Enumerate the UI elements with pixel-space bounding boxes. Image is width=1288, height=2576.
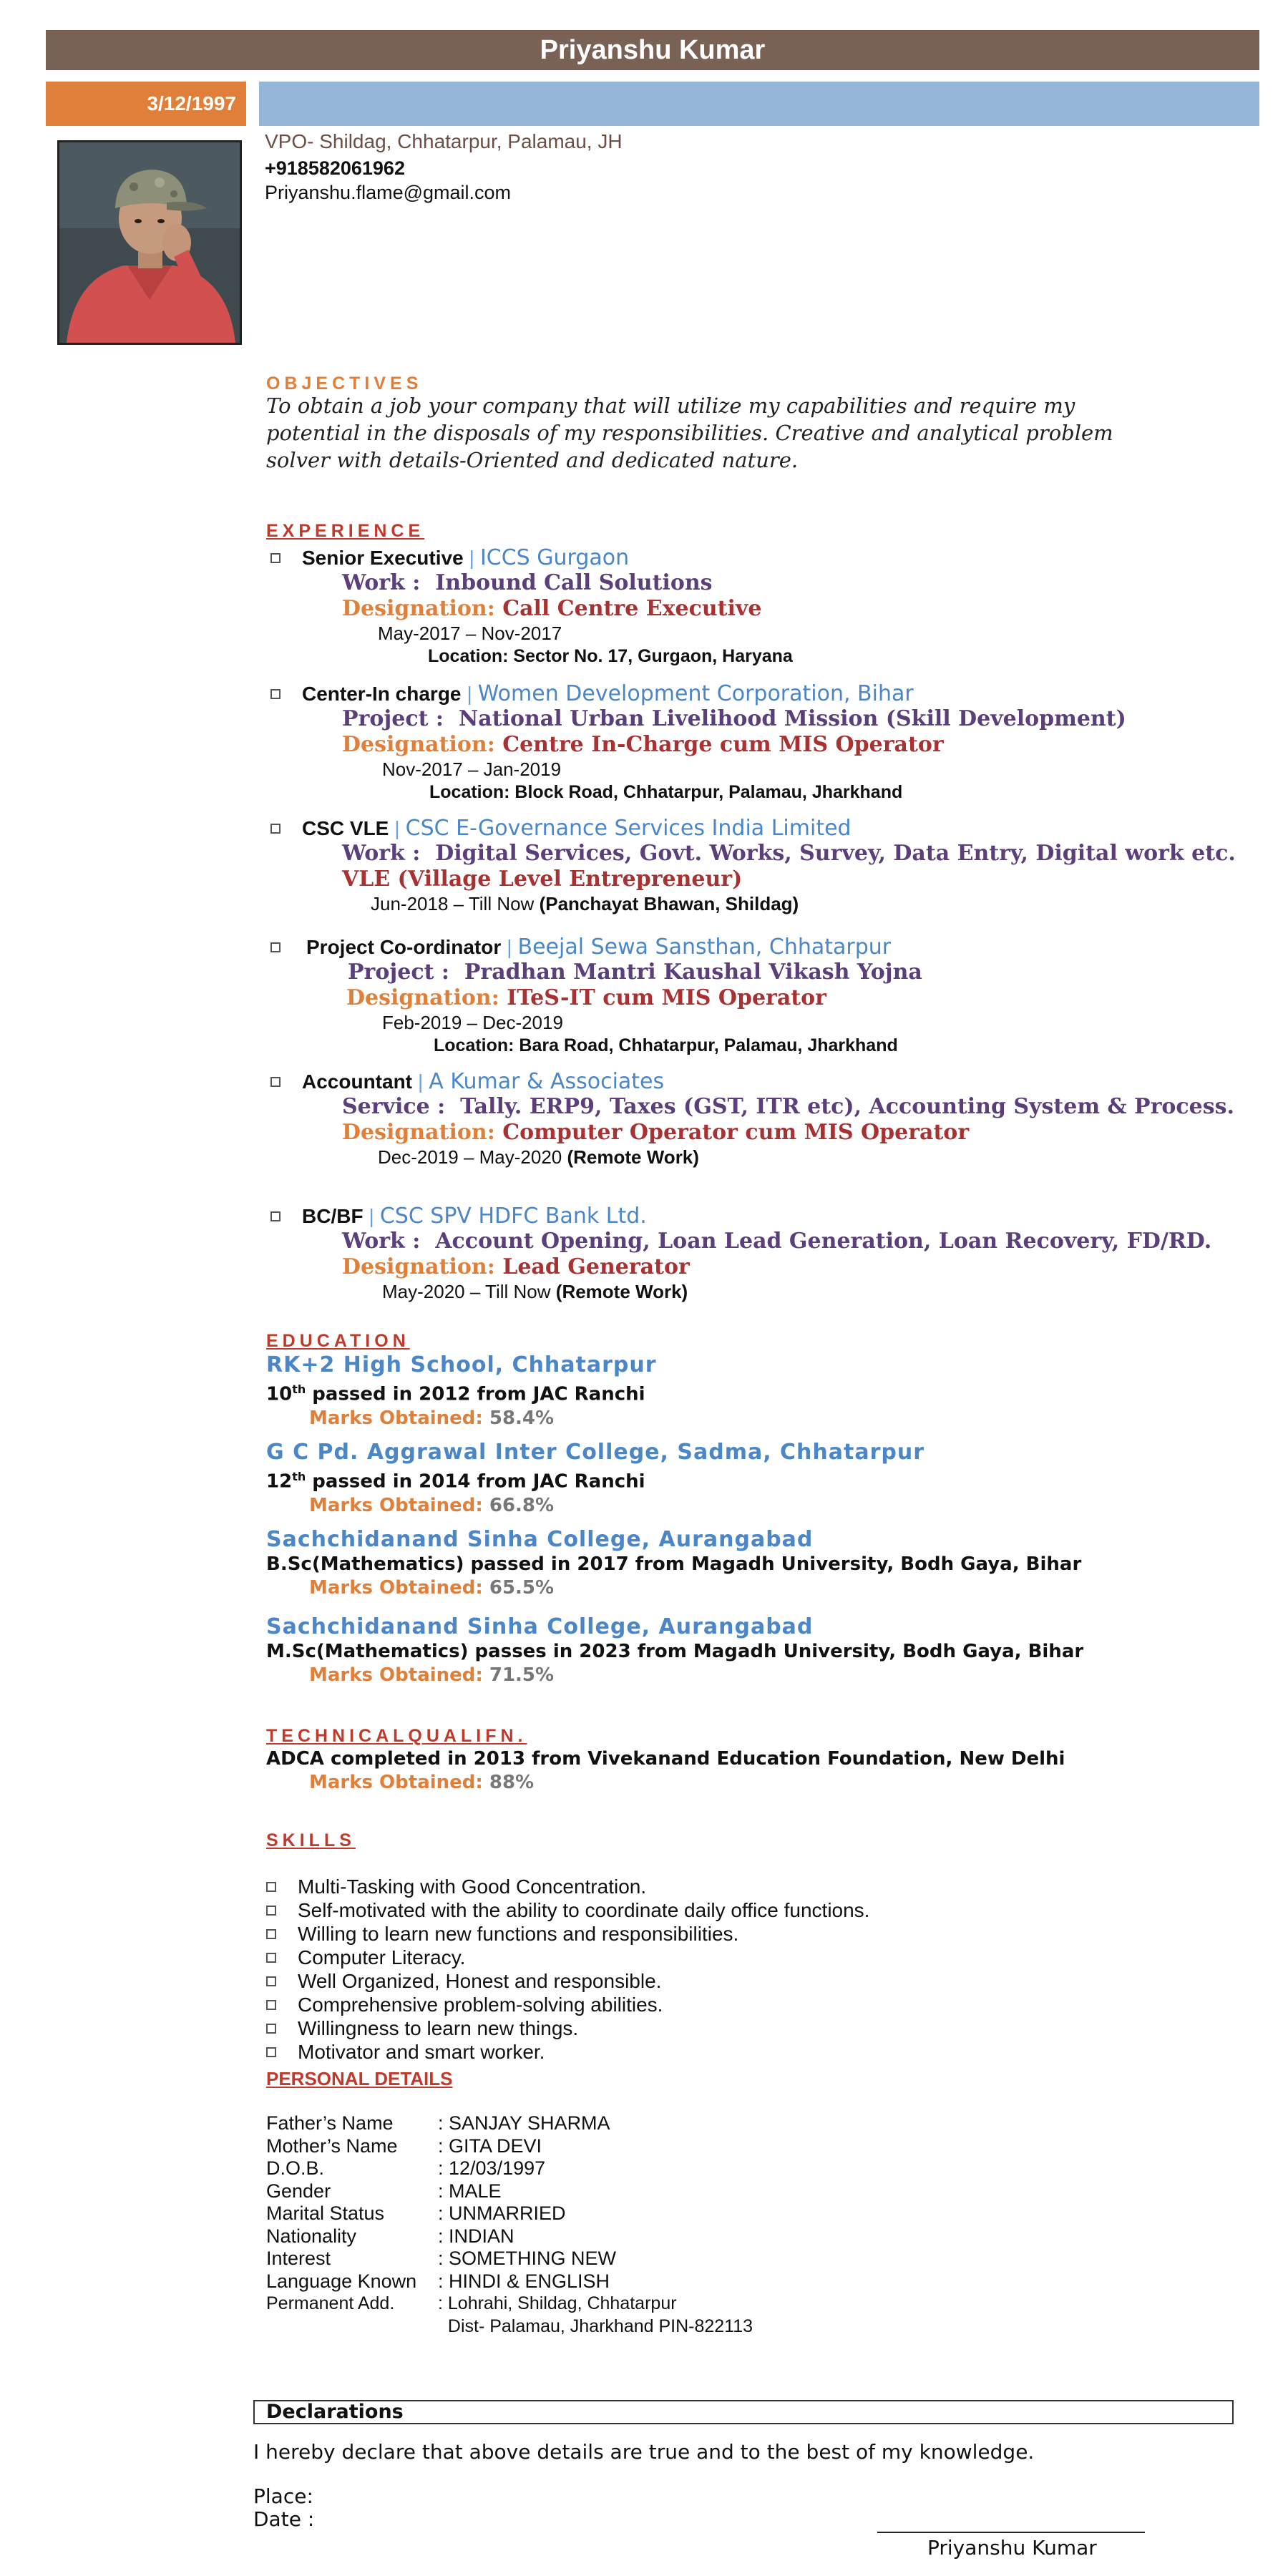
personal-value: : SOMETHING NEW xyxy=(438,2248,616,2269)
job-period: Feb-2019 – Dec-2019 xyxy=(382,1012,563,1033)
marks-label: Marks Obtained: xyxy=(309,1577,483,1599)
job-org: ICCS Gurgaon xyxy=(479,545,630,570)
job-work-label: Work : xyxy=(342,841,421,866)
skills-list xyxy=(266,1875,869,2064)
education-institution: RK+2 High School, Chhatarpur xyxy=(266,1352,657,1377)
list-item xyxy=(266,2016,869,2040)
job-work: Tally. ERP9, Taxes (GST, ITR etc), Accounting System & Process. xyxy=(460,1094,1234,1119)
skills-heading: SKILLS xyxy=(266,1830,356,1850)
objective-line: solver with details-Oriented and dedicated nature. xyxy=(266,448,799,472)
personal-value: : 12/03/1997 xyxy=(438,2157,546,2179)
education-institution: G C Pd. Aggrawal Inter College, Sadma, Chhatarpur xyxy=(266,1440,925,1465)
technical-detail: ADCA completed in 2013 from Vivekanand Education Foundation, New Delhi xyxy=(266,1748,1065,1770)
job-period: May-2020 – Till Now xyxy=(382,1281,551,1302)
declaration-text: I hereby declare that above details are true and to the best of my knowledge. xyxy=(253,2440,1035,2464)
list-item xyxy=(266,1898,869,1922)
personal-key: Marital Status xyxy=(266,2202,385,2224)
list-item xyxy=(266,2040,869,2064)
personal-details xyxy=(266,2112,753,2338)
experience-item: Center-In charge | Women Development Corporation, Bihar Project : National Urban Livelihood Mission (Skill Development) Designation: Centre In-Charge cum MIS Operator Nov-2017 – Jan-2019 Location: Block Road, Chhatarpur, Palamau, Jharkhand xyxy=(270,681,1126,804)
job-role: BC/BF xyxy=(302,1204,364,1227)
job-work: Digital Services, Govt. Works, Survey, Data Entry, Digital work etc. xyxy=(435,841,1236,866)
experience-item: Senior Executive | ICCS Gurgaon Work : Inbound Call Solutions Designation: Call Centre Executive May-2017 – Nov-2017 Location: Sector No. 17, Gurgaon, Haryana xyxy=(270,545,793,668)
job-org: Women Development Corporation, Bihar xyxy=(477,681,914,706)
job-role: Senior Executive xyxy=(302,546,464,569)
bullet-checkbox-icon xyxy=(270,1077,280,1087)
marks-value: 65.5% xyxy=(489,1577,555,1599)
personal-row xyxy=(266,2112,753,2135)
job-org: Beejal Sewa Sansthan, Chhatarpur xyxy=(517,935,892,960)
place-label: Place: xyxy=(253,2484,313,2508)
education-heading: EDUCATION xyxy=(266,1331,410,1351)
date-label: Date : xyxy=(253,2507,315,2531)
job-role: CSC VLE xyxy=(302,816,389,839)
education-institution: Sachchidanand Sinha College, Aurangabad xyxy=(266,1527,814,1552)
personal-key: D.O.B. xyxy=(266,2157,325,2179)
personal-row xyxy=(266,2270,753,2293)
bullet-checkbox-icon xyxy=(266,1929,276,1939)
skill-text: Multi-Tasking with Good Concentration. xyxy=(298,1875,647,1898)
job-work-label: Project : xyxy=(348,960,449,985)
profile-photo xyxy=(57,140,242,345)
education-item xyxy=(266,1440,924,1518)
job-work: Inbound Call Solutions xyxy=(435,570,713,595)
job-designation: Call Centre Executive xyxy=(502,596,762,621)
education-item xyxy=(266,1614,1083,1687)
bullet-checkbox-icon xyxy=(266,2000,276,2010)
education-institution: Sachchidanand Sinha College, Aurangabad xyxy=(266,1614,814,1639)
personal-row xyxy=(266,2135,753,2158)
personal-value: : GITA DEVI xyxy=(438,2135,542,2157)
marks-value: 66.8% xyxy=(489,1494,555,1516)
job-designation-label: Designation: xyxy=(342,732,495,757)
skill-text: Self-motivated with the ability to coordinate daily office functions. xyxy=(298,1899,870,1921)
technical-item xyxy=(266,1747,1065,1795)
experience-heading: EXPERIENCE xyxy=(266,521,425,541)
marks-label: Marks Obtained: xyxy=(309,1664,483,1686)
job-role: Center-In charge xyxy=(302,682,462,705)
job-period-note: (Remote Work) xyxy=(555,1281,688,1302)
email[interactable]: Priyanshu.flame@gmail.com xyxy=(265,182,512,203)
personal-row xyxy=(266,2225,753,2248)
job-period: May-2017 – Nov-2017 xyxy=(378,623,562,644)
personal-row xyxy=(266,2293,753,2316)
experience-item: BC/BF | CSC SPV HDFC Bank Ltd. Work : Account Opening, Loan Lead Generation, Loan Recovery, FD/RD. Designation: Lead Generator May-2020 – Till Now (Remote Work) xyxy=(270,1204,1211,1303)
job-designation-label: Designation: xyxy=(342,1120,495,1145)
personal-value: : UNMARRIED xyxy=(438,2202,566,2224)
signature-name: Priyanshu Kumar xyxy=(927,2536,1097,2560)
bullet-checkbox-icon xyxy=(266,1906,276,1916)
job-designation-label: Designation: xyxy=(346,985,499,1010)
objective-text xyxy=(266,392,1254,474)
bullet-checkbox-icon xyxy=(266,1976,276,1986)
job-designation: Lead Generator xyxy=(502,1254,690,1279)
phone: +918582061962 xyxy=(265,157,405,179)
bullet-checkbox-icon xyxy=(270,824,280,834)
personal-key: Interest xyxy=(266,2248,331,2269)
job-role: Accountant xyxy=(302,1070,412,1093)
experience-item: Project Co-ordinator | Beejal Sewa Sansthan, Chhatarpur Project : Pradhan Mantri Kaushal Vikash Yojna Designation: ITeS-IT cum MIS Operator Feb-2019 – Dec-2019 Location: Bara Road, Chhatarpur, Palamau, Jharkhand xyxy=(270,935,922,1057)
skill-text: Willing to learn new functions and responsibilities. xyxy=(298,1923,739,1945)
marks-label: Marks Obtained: xyxy=(309,1494,483,1516)
job-period: Jun-2018 – Till Now xyxy=(371,893,535,914)
bullet-checkbox-icon xyxy=(266,1953,276,1963)
objective-line: To obtain a job your company that will utilize my capabilities and require my xyxy=(266,394,1075,418)
job-work-label: Work : xyxy=(342,570,421,595)
job-org: A Kumar & Associates xyxy=(429,1069,665,1094)
dob-banner-text: 3/12/1997 xyxy=(147,92,236,114)
signature-line xyxy=(877,2532,1145,2533)
personal-value: : INDIAN xyxy=(438,2225,514,2247)
skill-text: Willingness to learn new things. xyxy=(298,2017,579,2039)
education-item xyxy=(266,1352,657,1430)
personal-key: Language Known xyxy=(266,2270,417,2292)
job-period: Dec-2019 – May-2020 xyxy=(378,1146,562,1168)
education-item xyxy=(266,1527,1081,1600)
job-role: Project Co-ordinator xyxy=(306,935,502,958)
job-location: Location: Sector No. 17, Gurgaon, Haryana xyxy=(428,646,793,666)
dob-banner xyxy=(46,82,246,126)
education-detail: passed in 2012 from JAC Ranchi xyxy=(306,1383,645,1405)
personal-key: Permanent Add. xyxy=(266,2293,395,2313)
marks-value: 88% xyxy=(489,1772,535,1793)
job-period: Nov-2017 – Jan-2019 xyxy=(382,758,562,780)
job-period-note: (Remote Work) xyxy=(567,1146,699,1168)
address: VPO- Shildag, Chhatarpur, Palamau, JH xyxy=(265,130,623,152)
candidate-name: Priyanshu Kumar xyxy=(540,35,766,65)
technical-heading: TECHNICALQUALIFN. xyxy=(266,1726,527,1746)
education-level-suffix: th xyxy=(292,1470,306,1483)
objectives-heading: OBJECTIVES xyxy=(266,374,423,394)
job-work: Account Opening, Loan Lead Generation, Loan Recovery, FD/RD. xyxy=(435,1229,1212,1254)
bullet-checkbox-icon xyxy=(266,2047,276,2057)
education-level: 10 xyxy=(266,1383,293,1405)
marks-value: 58.4% xyxy=(489,1407,555,1429)
job-period-note: (Panchayat Bhawan, Shildag) xyxy=(539,893,799,914)
list-item xyxy=(266,1875,869,1898)
personal-key: Father’s Name xyxy=(266,2112,394,2134)
job-designation-label: Designation: xyxy=(342,1254,495,1279)
objective-line: potential in the disposals of my responsibilities. Creative and analytical problem xyxy=(266,421,1113,445)
experience-item: CSC VLE | CSC E-Governance Services India Limited Work : Digital Services, Govt. Works, Survey, Data Entry, Digital work etc. VLE (Village Level Entrepreneur) Jun-2018 – Till Now (Panchayat Bhawan, Shildag) xyxy=(270,816,1236,915)
profile-photo-illustration xyxy=(59,142,240,343)
bullet-checkbox-icon xyxy=(266,2024,276,2034)
declarations-heading-box xyxy=(253,2400,1234,2424)
declarations-heading: Declarations xyxy=(266,2401,404,2423)
job-work: National Urban Livelihood Mission (Skill Development) xyxy=(458,706,1126,731)
name-title-bar xyxy=(46,30,1259,70)
job-designation: VLE (Village Level Entrepreneur) xyxy=(342,867,743,892)
bullet-checkbox-icon xyxy=(270,1211,280,1221)
skill-text: Computer Literacy. xyxy=(298,1946,466,1968)
bullet-checkbox-icon xyxy=(270,942,280,952)
personal-row xyxy=(266,2248,753,2270)
list-item xyxy=(266,1993,869,2016)
job-work-label: Work : xyxy=(342,1229,421,1254)
job-work: Pradhan Mantri Kaushal Vikash Yojna xyxy=(464,960,922,985)
bullet-checkbox-icon xyxy=(270,689,280,699)
marks-value: 71.5% xyxy=(489,1664,555,1686)
education-detail: passed in 2014 from JAC Ranchi xyxy=(306,1470,645,1493)
marks-label: Marks Obtained: xyxy=(309,1407,483,1429)
job-location: Location: Bara Road, Chhatarpur, Palamau, Jharkhand xyxy=(434,1035,898,1055)
personal-value: : SANJAY SHARMA xyxy=(438,2112,610,2134)
job-designation-label: Designation: xyxy=(342,596,495,621)
list-item xyxy=(266,1969,869,1993)
job-designation: Centre In-Charge cum MIS Operator xyxy=(502,732,944,757)
job-location: Location: Block Road, Chhatarpur, Palamau, Jharkhand xyxy=(429,782,903,802)
job-designation: ITeS-IT cum MIS Operator xyxy=(507,985,826,1010)
personal-value: : HINDI & ENGLISH xyxy=(438,2270,610,2292)
experience-item: Accountant | A Kumar & Associates Service : Tally. ERP9, Taxes (GST, ITR etc), Accounting System & Process. Designation: Computer Operator cum MIS Operator Dec-2019 – May-2020 (Remote Work) xyxy=(270,1069,1234,1169)
personal-value: Dist- Palamau, Jharkhand PIN-822113 xyxy=(438,2316,753,2336)
header-accent-bar xyxy=(259,82,1259,126)
job-work-label: Project : xyxy=(342,706,444,731)
personal-row xyxy=(266,2157,753,2180)
list-item xyxy=(266,1922,869,1946)
personal-value: : Lohrahi, Shildag, Chhatarpur xyxy=(438,2293,677,2313)
education-level-suffix: th xyxy=(292,1382,306,1396)
list-item xyxy=(266,1946,869,1969)
personal-key: Mother’s Name xyxy=(266,2135,398,2157)
job-work-label: Service : xyxy=(342,1094,446,1119)
personal-details-heading: PERSONAL DETAILS xyxy=(266,2068,453,2089)
education-level: 12 xyxy=(266,1470,293,1493)
education-detail: M.Sc(Mathematics) passes in 2023 from Magadh University, Bodh Gaya, Bihar xyxy=(266,1641,1084,1662)
personal-row xyxy=(266,2316,753,2338)
bullet-checkbox-icon xyxy=(266,1882,276,1892)
personal-key xyxy=(266,2316,438,2338)
personal-key: Gender xyxy=(266,2180,331,2202)
personal-value: : MALE xyxy=(438,2180,502,2202)
job-org: CSC E-Governance Services India Limited xyxy=(405,816,852,841)
job-org: CSC SPV HDFC Bank Ltd. xyxy=(379,1204,647,1229)
skill-text: Motivator and smart worker. xyxy=(298,2041,545,2063)
contact-block xyxy=(265,130,623,205)
skill-text: Well Organized, Honest and responsible. xyxy=(298,1970,662,1992)
marks-label: Marks Obtained: xyxy=(309,1772,483,1793)
personal-row xyxy=(266,2202,753,2225)
skill-text: Comprehensive problem-solving abilities. xyxy=(298,1994,663,2016)
personal-key: Nationality xyxy=(266,2225,357,2247)
bullet-checkbox-icon xyxy=(270,553,280,563)
education-detail: B.Sc(Mathematics) passed in 2017 from Magadh University, Bodh Gaya, Bihar xyxy=(266,1553,1082,1575)
job-designation: Computer Operator cum MIS Operator xyxy=(502,1120,970,1145)
personal-row xyxy=(266,2180,753,2203)
